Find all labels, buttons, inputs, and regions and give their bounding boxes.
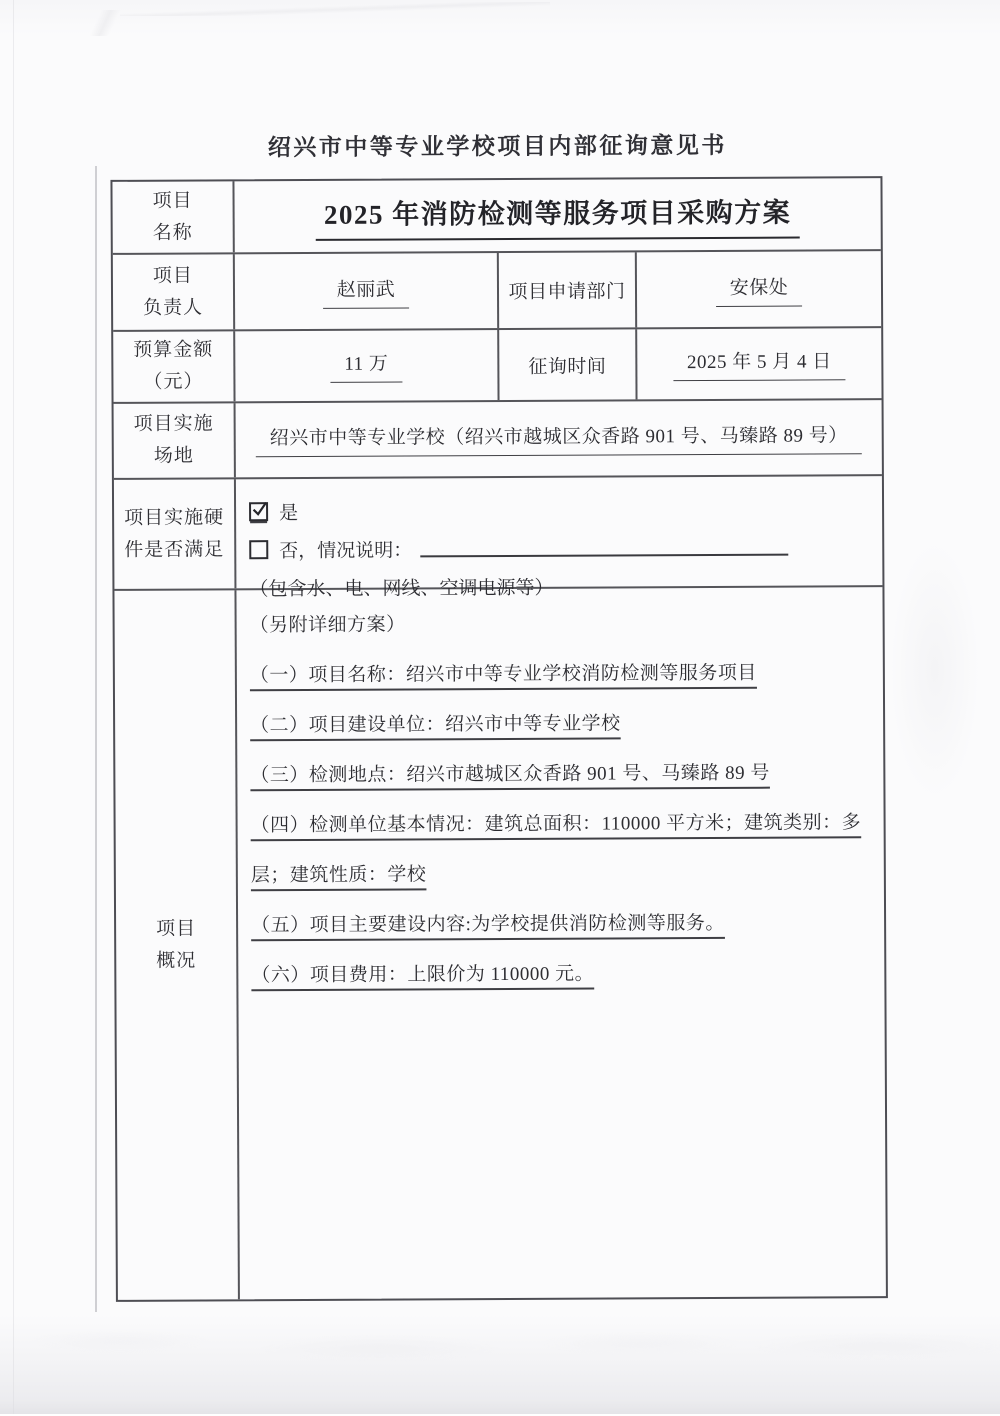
blank-fill-line — [420, 552, 788, 557]
site-value: 绍兴市中等专业学校（绍兴市越城区众香路 901 号、马臻路 89 号） — [256, 420, 862, 457]
dept-label-cell — [497, 252, 637, 328]
overview-item: （五）项目主要建设内容:为学校提供消防检测等服务。 — [251, 912, 725, 937]
site-value-cell — [236, 400, 882, 477]
overview-item: （六）项目费用：上限价为 110000 元。 — [251, 963, 595, 987]
dept-value: 安保处 — [716, 272, 803, 306]
label-text: 项目 — [152, 265, 193, 287]
date-value-cell — [637, 328, 881, 399]
hardware-yes-label: 是 — [279, 502, 299, 524]
hardware-label — [114, 479, 237, 589]
budget-value-cell — [235, 330, 497, 401]
label-text: 预算金额 — [133, 339, 214, 361]
label-text: 项目 — [156, 918, 197, 940]
hardware-no-label: 否，情况说明： — [279, 539, 413, 562]
overview-item: （四）检测单位基本情况：建筑总面积：110000 平方米；建筑类别：多层；建筑性质：学校 — [250, 812, 862, 887]
date-value: 2025 年 5 月 4 日 — [673, 346, 846, 381]
budget-value: 11 万 — [330, 348, 402, 382]
label-text: 项目实施硬 — [124, 507, 225, 529]
leader-value: 赵丽武 — [323, 274, 410, 308]
overview-content-cell — [236, 587, 885, 1299]
overview-item: （二）项目建设单位：绍兴市中等专业学校 — [250, 713, 621, 737]
label-text: 件是否满足 — [124, 538, 225, 561]
label-text: 项目实施 — [133, 413, 214, 435]
row-hardware — [114, 476, 883, 600]
label-text: 概况 — [156, 949, 197, 972]
label-text: 项目 — [152, 190, 193, 212]
hardware-yes-line — [249, 489, 868, 530]
label-text: 场地 — [153, 445, 194, 467]
date-label: 征询时间 — [528, 355, 607, 378]
project-name-label — [112, 181, 234, 253]
dept-label: 项目申请部门 — [508, 281, 626, 303]
document-title: 绍兴市中等专业学校项目内部征询意见书 — [267, 132, 727, 161]
row-site — [114, 400, 882, 480]
overview-intro: （另附详细方案） — [249, 614, 406, 637]
checkbox-unchecked-icon — [249, 540, 268, 559]
consultation-form-table — [110, 176, 887, 1302]
hardware-value-cell — [236, 476, 883, 600]
hardware-note: （包含水、电、网线、空调电源等） — [249, 577, 554, 600]
project-name-value: 2025 年消防检测等服务项目采购方案 — [316, 190, 799, 240]
label-text: （元） — [143, 371, 204, 393]
overview-label — [114, 590, 239, 1300]
overview-item: （一）项目名称：绍兴市中等专业学校消防检测等服务项目 — [249, 662, 757, 687]
leader-value-cell — [235, 253, 497, 329]
overview-item: （三）检测地点：绍兴市越城区众香路 901 号、马臻路 89 号 — [250, 762, 770, 787]
dept-value-cell — [637, 251, 881, 327]
site-label — [114, 403, 236, 478]
leader-label — [113, 254, 235, 330]
project-name-value-cell — [234, 178, 880, 252]
checkbox-checked-icon — [249, 502, 268, 521]
label-text: 负责人 — [143, 296, 204, 319]
row-project-leader — [113, 251, 881, 332]
label-text: 名称 — [152, 221, 193, 244]
row-project-name — [112, 178, 880, 255]
row-overview — [114, 587, 885, 1300]
date-label-cell — [497, 329, 637, 400]
hardware-no-line — [249, 527, 868, 568]
budget-label — [113, 331, 235, 402]
row-budget — [113, 328, 881, 404]
